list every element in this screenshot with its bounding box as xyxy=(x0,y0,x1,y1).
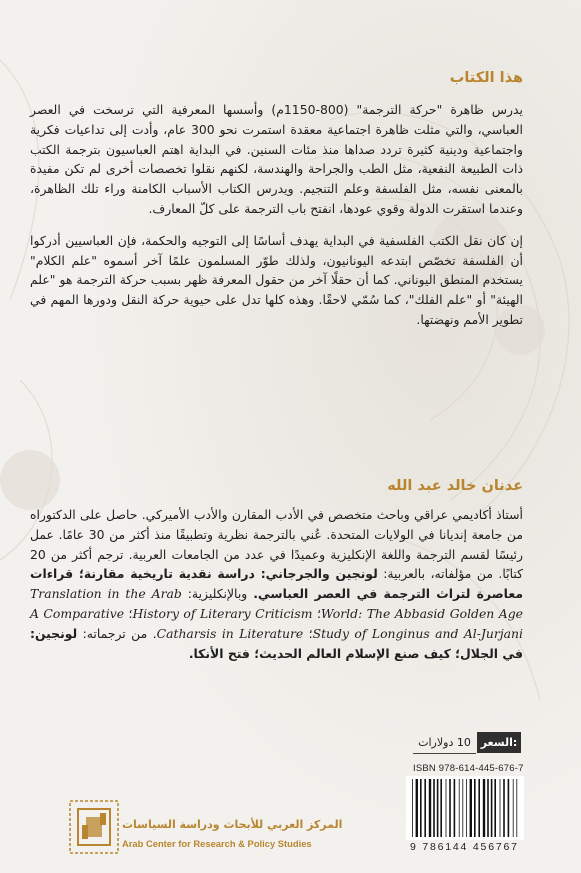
barcode-bar xyxy=(474,779,476,837)
barcode-bar xyxy=(487,779,489,837)
barcode-bar xyxy=(446,779,447,837)
about-book-paragraph-1: يدرس ظاهرة "حركة الترجمة" (800-1150م) وأسسها المعرفية التي ترسخت في العصر العباسي، والتي مثلت ظاهرة اجتماعية معقدة استمرت نحو 300 عام، وأدت إلى تداعيات فكرية واجتماعية ودينية كثيرة تردد صداها منذ مئات السنين. في البداية اهتم العباسيون بترجمة الكتب ذات الطبيعة النفعية، مثل الطب والجراحة والهندسة، لكنهم نقلوا تخصصات أخرى لم تكن مفيدة بالمعنى نفسه، مثل الفلسفة وعلم التنجيم. ويدرس الكتاب الأسباب الكامنة وراء تلك الظاهرة، وعندما استقرت الدولة وقوي عودها، انفتح باب الترجمة على كلّ المعارف. xyxy=(30,102,523,216)
barcode-bar xyxy=(508,779,510,837)
barcode-bar xyxy=(516,779,517,837)
author-work-english-3: A Comparative Study of Longinus and Al-Jurjani xyxy=(30,605,523,641)
barcode-bar xyxy=(454,779,456,837)
barcode-bar xyxy=(424,779,426,837)
barcode-bar xyxy=(478,779,480,837)
barcode-bar xyxy=(449,779,451,837)
barcode-bar xyxy=(466,779,467,837)
author-work-english-4: Catharsis in Literature xyxy=(156,625,304,641)
barcode-bar xyxy=(433,779,435,837)
publisher-logo-icon xyxy=(68,799,120,855)
author-bio-text: أستاذ أكاديمي عراقي وباحث متخصص في الأدب المقارن والأدب الأميركي. حاصل على الدكتوراه من جامعة إنديانا في الولايات المتحدة. عُني بالترجمة نظرية وتطبيقًا منذ أكثر من 30 عامًا. عمل رئيسًا لقسم الترجمة واللغة الإنكليزية وعميدًا في عدد من الجامعات العربية. ترجم أكثر من 20 كتابًا. من مؤلفاته، بالعربية: xyxy=(30,507,523,582)
barcode-bar xyxy=(420,779,422,837)
author-separator-2: ؛ xyxy=(124,605,133,621)
about-book-heading: هذا الكتاب xyxy=(449,70,523,86)
author-bio-paragraph xyxy=(30,505,523,663)
price-label: السعر: xyxy=(477,732,521,753)
author-works-arabic: لونجين والجرجاني: دراسة نقدية تاريخية مقارنة؛ قراءات معاصرة لتراث الترجمة في العصر العباسي. xyxy=(30,566,523,602)
barcode-bar xyxy=(483,779,485,837)
barcode-bar xyxy=(500,779,501,837)
publisher-name-english: Arab Center for Research & Policy Studies xyxy=(122,838,312,849)
author-english-lead: وبالإنكليزية: xyxy=(181,586,254,602)
barcode-bar xyxy=(503,779,505,837)
publisher-name-arabic: المركز العربي للأبحاث ودراسة السياسات xyxy=(122,818,343,831)
barcode-bar xyxy=(470,779,472,837)
author-work-english-1: Translation in the Arab World: The Abbasid Golden Age xyxy=(30,586,523,621)
barcode-bar xyxy=(416,779,418,837)
barcode-bar xyxy=(429,779,431,837)
barcode-bar xyxy=(513,779,514,837)
barcode-bar xyxy=(412,779,413,837)
barcode-bar xyxy=(491,779,493,837)
barcode-bar xyxy=(494,779,496,837)
author-separator-3: ؛ xyxy=(303,625,313,641)
author-translations-lead: . من ترجماته: xyxy=(77,625,157,641)
author-bio xyxy=(30,505,523,663)
about-book-text xyxy=(30,100,523,330)
barcode-digits: 9 786144 456767 xyxy=(410,841,519,853)
price-value: 10 دولارات xyxy=(413,732,476,754)
isbn-barcode xyxy=(406,776,524,840)
author-translations: لونجين: في الجلال؛ كيف صنع الإسلام العالم الحديث؛ فتح الأنكا. xyxy=(30,625,523,661)
barcode-bar xyxy=(459,779,460,837)
barcode-bar xyxy=(440,779,442,837)
barcode-bar xyxy=(437,779,439,837)
isbn-text: ISBN 978-614-445-676-7 xyxy=(413,763,524,774)
barcode-bar xyxy=(462,779,463,837)
author-separator-1: ؛ xyxy=(312,605,321,621)
author-name-heading: عدنان خالد عبد الله xyxy=(387,478,523,494)
price-box xyxy=(413,732,521,754)
author-work-english-2: History of Literary Criticism xyxy=(132,605,313,621)
about-book-paragraph-2: إن كان نقل الكتب الفلسفية في البداية يهدف أساسًا إلى التوجيه والحكمة، فإن العباسيين أدركوا أن الفلسفة تخصّص ابتدعه اليونانيون، ولذلك طوّر المسلمون علمًا آخر أسموه "علم الكلام" يستخدم المنطق اليوناني. كما أن حقلًا آخر من حقول المعرفة ظهر بسبب حركة الترجمة هو "علم الهيئة" أو "علم الفلك"، كما سُمّي لاحقًا. وهذه كلها تدل على حيوية حركة النقل ودورها المهم في تطوير الأمم ونهضتها. xyxy=(30,232,523,327)
